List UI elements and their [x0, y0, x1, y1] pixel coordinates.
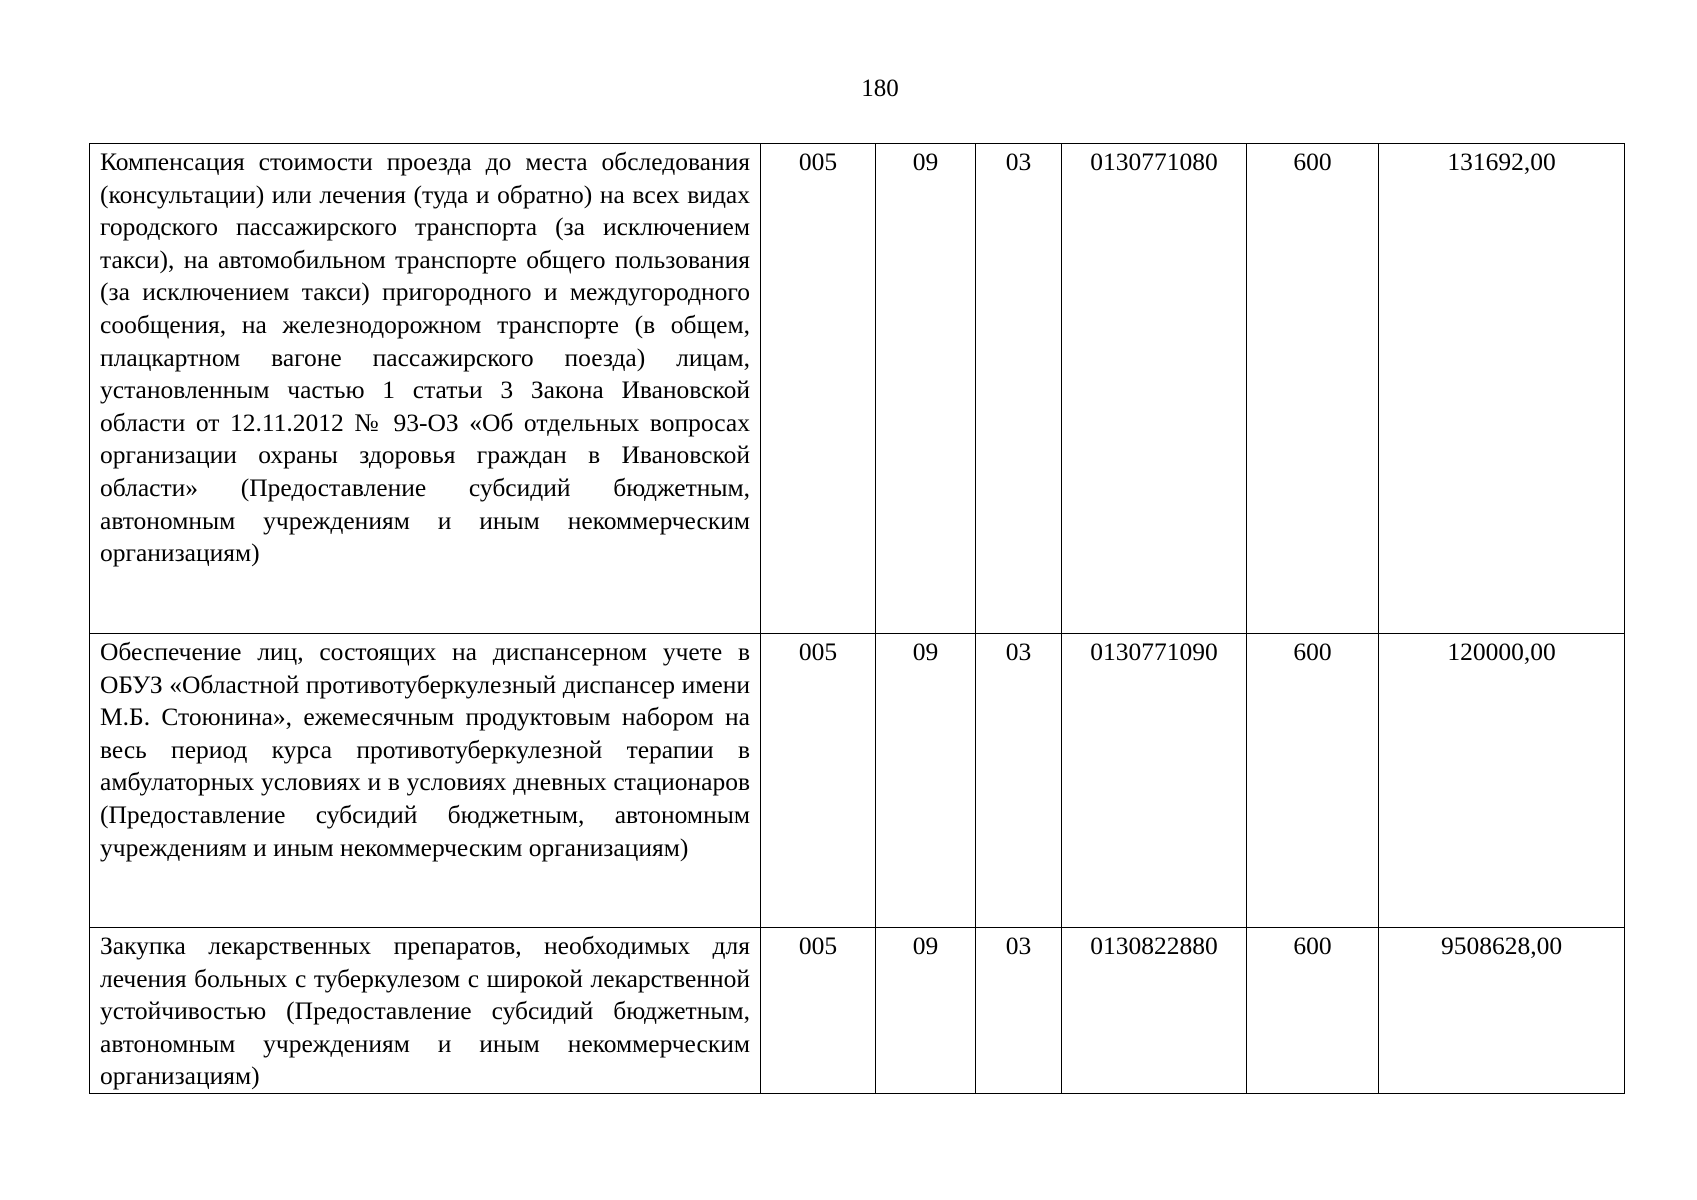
amount-value: 131692,00 — [1379, 144, 1625, 634]
expense-type-code: 600 — [1247, 928, 1379, 1094]
ministry-code: 005 — [761, 928, 876, 1094]
amount-value: 120000,00 — [1379, 634, 1625, 928]
ministry-code: 005 — [761, 634, 876, 928]
page-number: 180 — [861, 75, 899, 102]
target-article-code: 0130771080 — [1062, 144, 1247, 634]
table-row — [90, 144, 1625, 634]
target-article-code: 0130822880 — [1062, 928, 1247, 1094]
table-row — [90, 928, 1625, 1094]
section-code: 09 — [876, 928, 976, 1094]
target-article-code: 0130771090 — [1062, 634, 1247, 928]
expense-type-code: 600 — [1247, 144, 1379, 634]
subsection-code: 03 — [976, 928, 1062, 1094]
budget-table — [89, 143, 1625, 1094]
expense-type-code: 600 — [1247, 634, 1379, 928]
row-description: Обеспечение лиц, состоящих на диспансерном учете в ОБУЗ «Областной противотуберкулезный диспансер имени М.Б. Стоюнина», ежемесячным продуктовым набором на весь период курса противотуберкулезной терапии в амбулаторных условиях и в условиях дневных стационаров (Предоставление субсидий бюджетным, автономным учреждениям и иным некоммерческим организациям) — [90, 634, 761, 928]
section-code: 09 — [876, 634, 976, 928]
table-row — [90, 634, 1625, 928]
subsection-code: 03 — [976, 634, 1062, 928]
ministry-code: 005 — [761, 144, 876, 634]
amount-value: 9508628,00 — [1379, 928, 1625, 1094]
row-description: Компенсация стоимости проезда до места обследования (консультации) или лечения (туда и обратно) на всех видах городского пассажирского транспорта (за исключением такси), на автомобильном транспорте общего пользования (за исключением такси) пригородного и междугородного сообщения, на железнодорожном транспорте (в общем, плацкартном вагоне пассажирского поезда) лицам, установленным частью 1 статьи 3 Закона Ивановской области от 12.11.2012 № 93-ОЗ «Об отдельных вопросах организации охраны здоровья граждан в Ивановской области» (Предоставление субсидий бюджетным, автономным учреждениям и иным некоммерческим организациям) — [90, 144, 761, 634]
subsection-code: 03 — [976, 144, 1062, 634]
row-description: Закупка лекарственных препаратов, необходимых для лечения больных с туберкулезом с широкой лекарственной устойчивостью (Предоставление субсидий бюджетным, автономным учреждениям и иным некоммерческим организациям) — [90, 928, 761, 1094]
section-code: 09 — [876, 144, 976, 634]
